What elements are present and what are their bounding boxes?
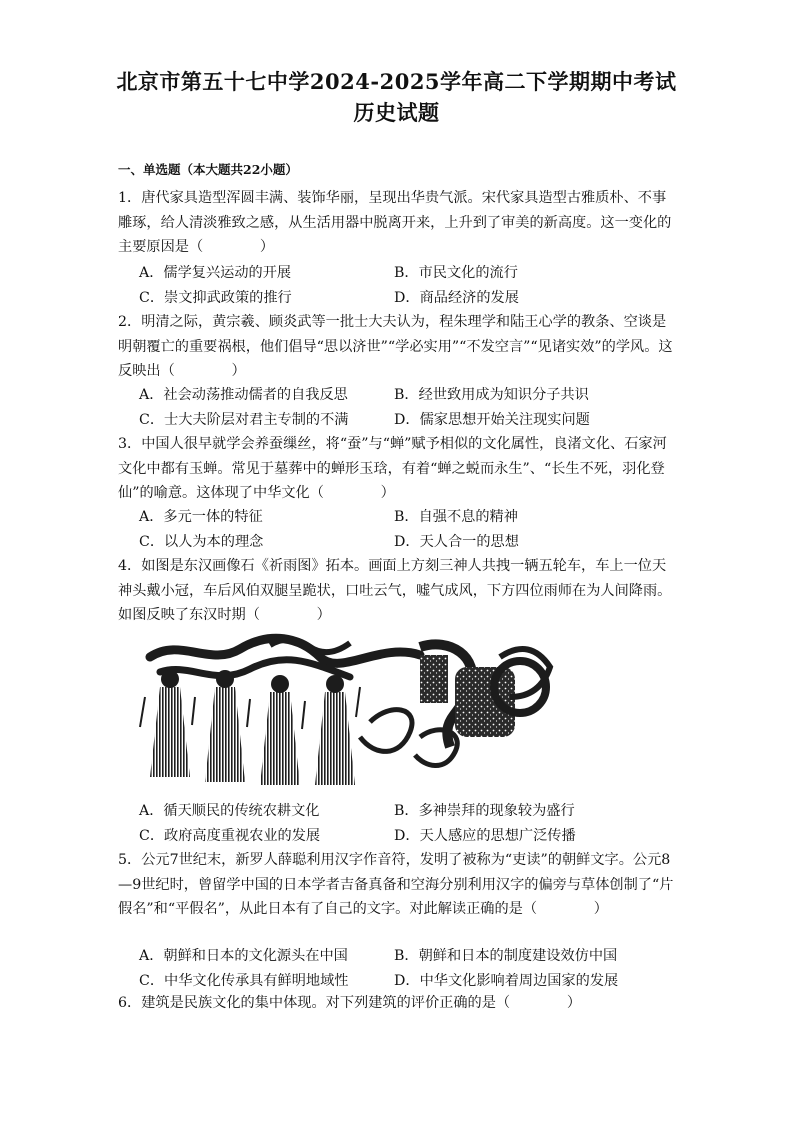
option-d: D．商品经济的发展	[394, 289, 519, 306]
option-d: D．儒家思想开始关注现实问题	[394, 411, 590, 428]
question-4-options	[139, 799, 679, 848]
option-b: B．朝鲜和日本的制度建设效仿中国	[394, 948, 618, 964]
rain-prayer-rubbing-image	[120, 627, 568, 793]
option-d: D．天人合一的思想	[394, 533, 519, 550]
question-5-options	[139, 944, 679, 993]
question-4-stem: 4．如图是东汉画像石《祈雨图》拓本。画面上方刻三神人共拽一辆五轮车，车上一位天神头戴小冠，车后风伯双腿呈跪状，口吐云气，嘘气成风，下方四位雨师在为人间降雨。如图反映了东汉时期（ ）	[118, 558, 672, 623]
question-2-options	[139, 383, 679, 432]
stone-rubbing-illustration	[120, 627, 568, 793]
question-1-options	[139, 261, 679, 310]
option-b: B．多神崇拜的现象较为盛行	[394, 803, 575, 819]
option-c: C．士大夫阶层对君主专制的不满	[139, 411, 349, 428]
option-a: A．循天顺民的传统农耕文化	[139, 803, 320, 819]
question-3-options	[139, 505, 679, 554]
question-2-stem: 2．明清之际，黄宗羲、顾炎武等一批士大夫认为，程朱理学和陆王心学的教条、空谈是明朝覆亡的重要祸根，他们倡导“思以济世”“学必实用”“不发空言”“见诸实效”的学风。这反映出（ ）	[118, 314, 673, 379]
option-a: A．多元一体的特征	[139, 509, 263, 525]
option-a: A．朝鲜和日本的文化源头在中国	[139, 948, 348, 964]
option-a: A．儒学复兴运动的开展	[139, 265, 292, 281]
option-c: C．崇文抑武政策的推行	[139, 289, 292, 306]
question-6-stem: 6．建筑是民族文化的集中体现。对下列建筑的评价正确的是（ ）	[118, 995, 582, 1011]
question-1-stem: 1．唐代家具造型浑圆丰满、装饰华丽，呈现出华贵气派。宋代家具造型古雅质朴、不事雕琢，给人清淡雅致之感，从生活用器中脱离开来，上升到了审美的新高度。这一变化的主要原因是（ ）	[118, 190, 672, 255]
option-a: A．社会动荡推动儒者的自我反思	[139, 387, 348, 403]
option-c: C．以人为本的理念	[139, 533, 264, 550]
option-b: B．自强不息的精神	[394, 509, 518, 525]
option-d: D．中华文化影响着周边国家的发展	[394, 972, 619, 989]
option-b: B．市民文化的流行	[394, 265, 518, 281]
section-heading: 一、单选题（本大题共22小题）	[118, 162, 298, 177]
option-d: D．天人感应的思想广泛传播	[394, 827, 576, 844]
exam-title: 北京市第五十七中学2024-2025学年高二下学期期中考试	[116, 69, 677, 94]
question-5-stem: 5．公元7世纪末，新罗人薛聪利用汉字作音符，发明了被称为“吏读”的朝鲜文字。公元8—9世纪时，曾留学中国的日本学者吉备真备和空海分别利用汉字的偏旁与草体创制了“片假名”和“平假名”，从此日本有了自己的文字。对此解读正确的是（ ）	[118, 852, 674, 917]
option-c: C．政府高度重视农业的发展	[139, 827, 321, 844]
question-3-stem: 3．中国人很早就学会养蚕缫丝，将“蚕”与“蝉”赋予相似的文化属性，良渚文化、石家河文化中都有玉蝉。常见于墓葬中的蝉形玉琀，有着“蝉之蜕而永生”、“长生不死，羽化登仙”的喻意。这体现了中华文化（ ）	[118, 436, 667, 501]
exam-subtitle: 历史试题	[353, 100, 440, 125]
option-c: C．中华文化传承具有鲜明地域性	[139, 972, 349, 989]
option-b: B．经世致用成为知识分子共识	[394, 387, 589, 403]
